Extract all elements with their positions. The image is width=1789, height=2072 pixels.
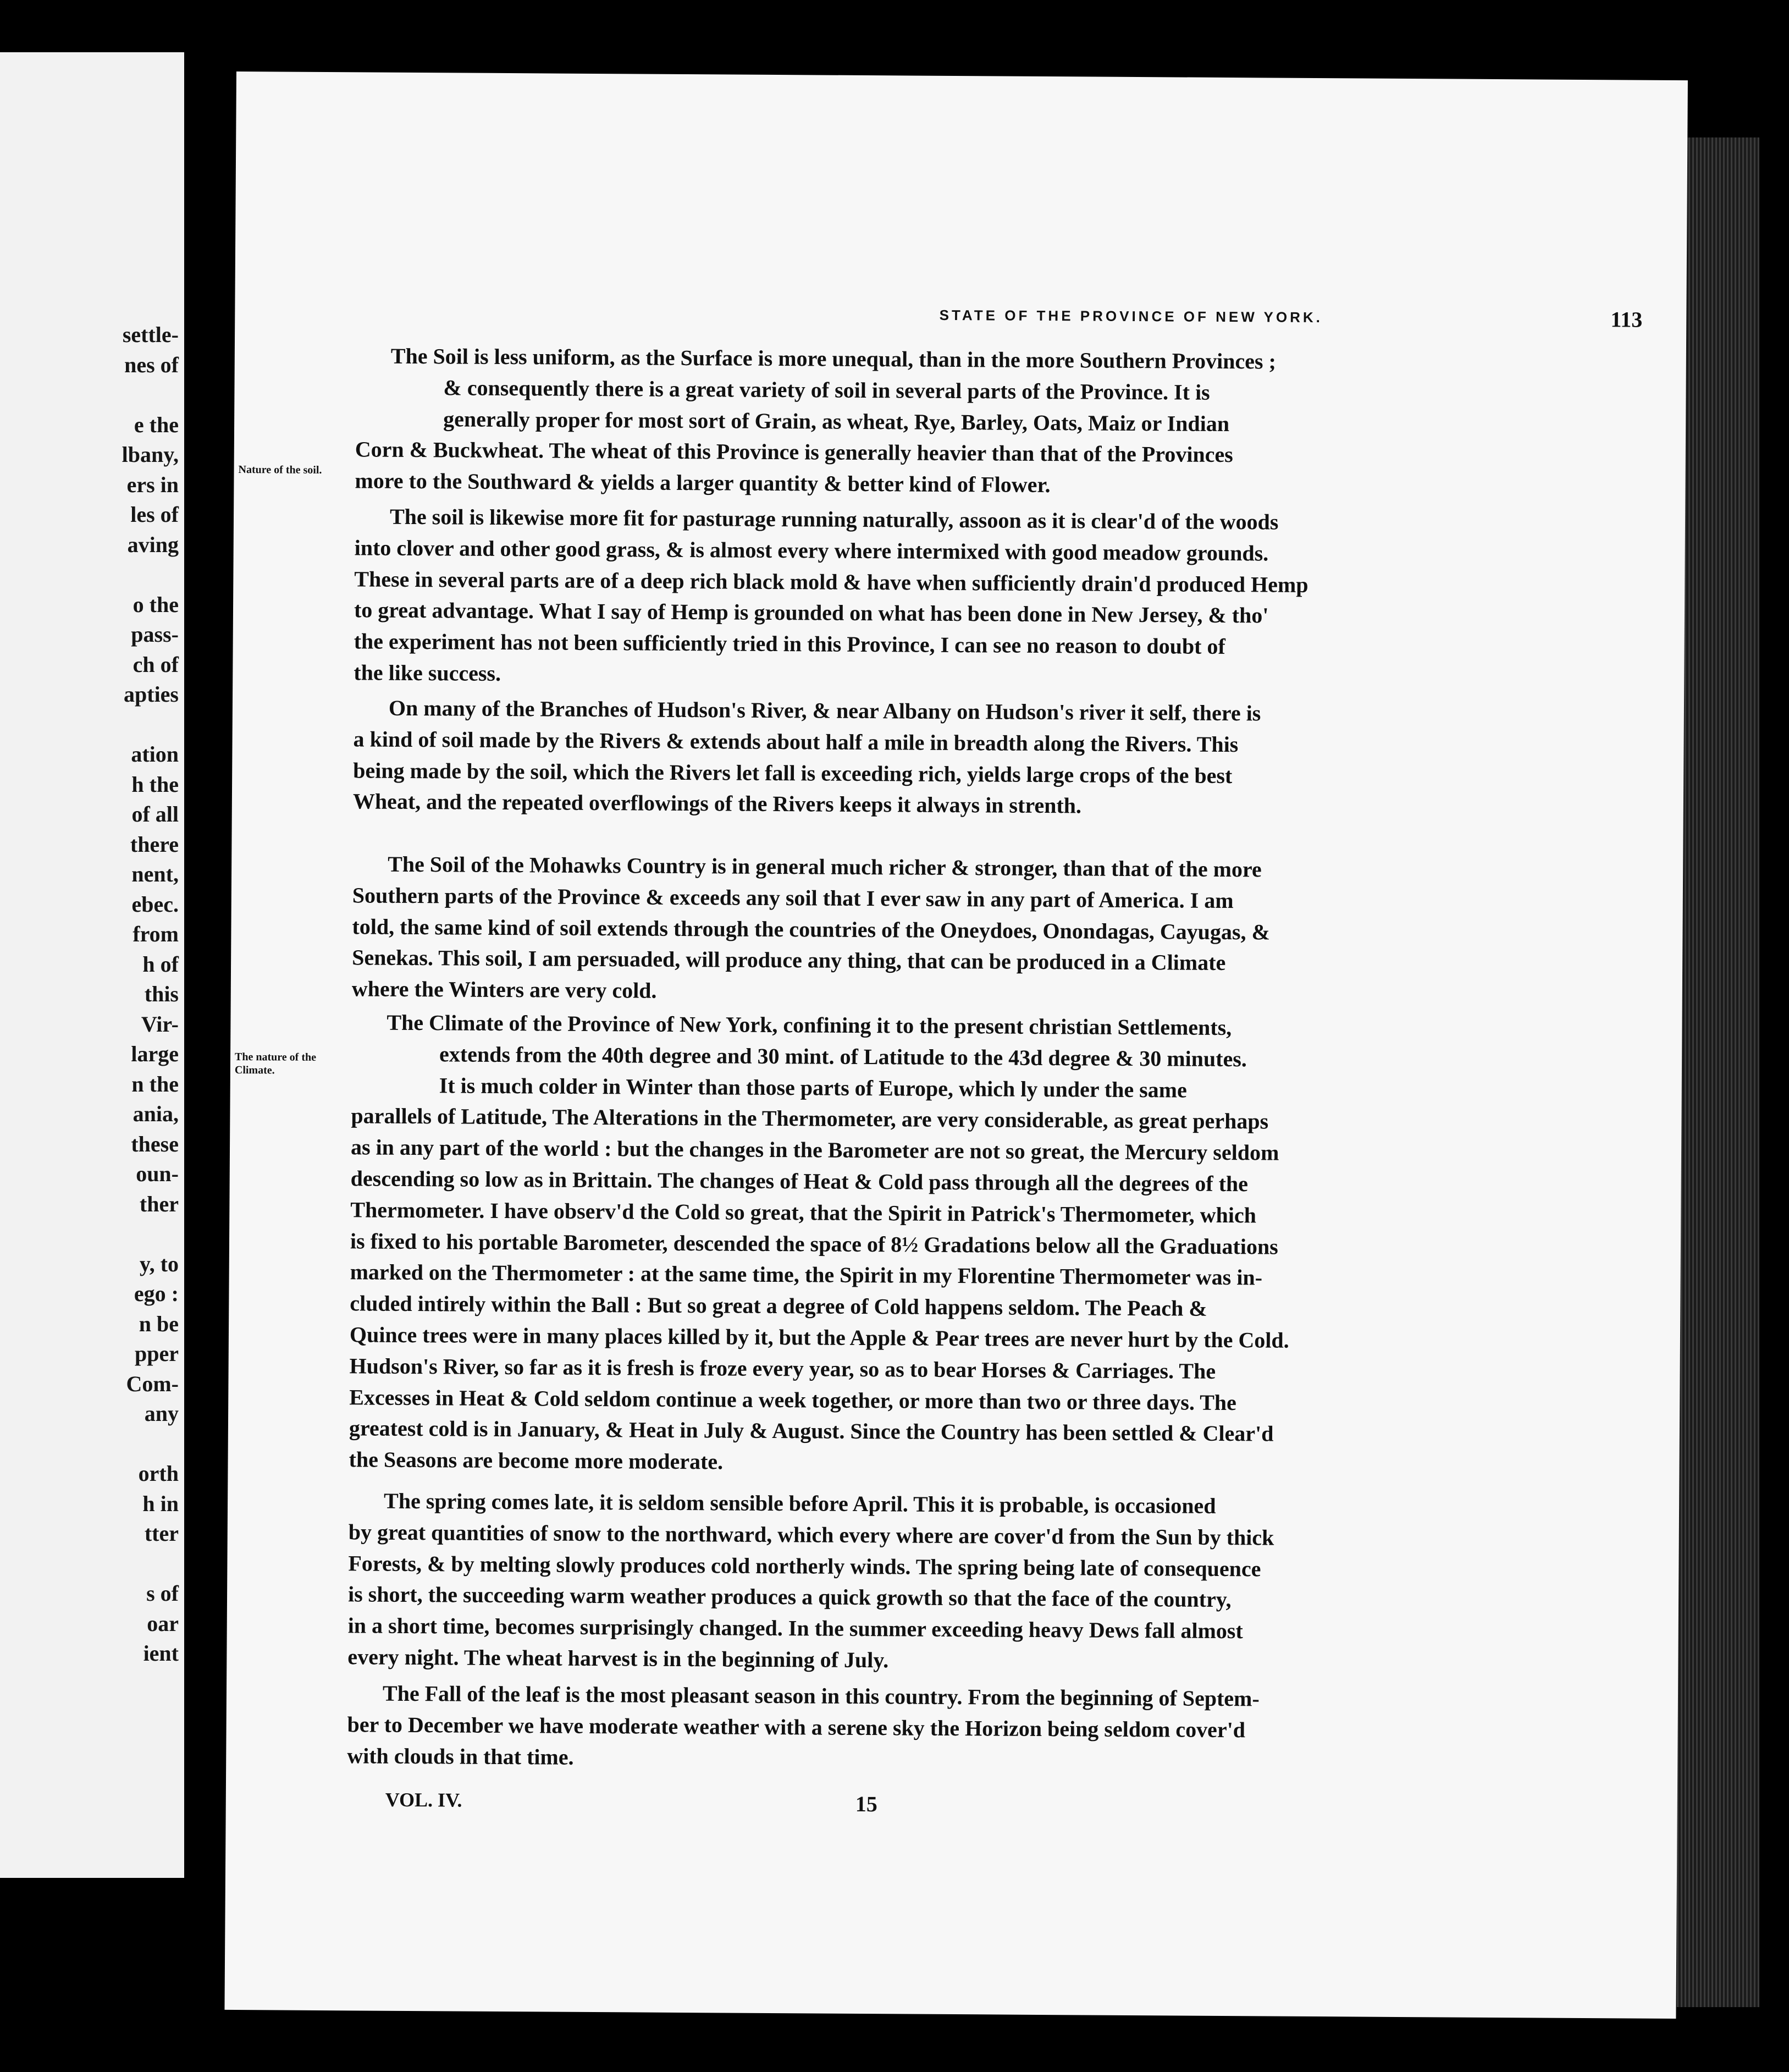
text-line: The soil is likewise more fit for pasturage running naturally, assoon as it is clear'd of the woods (389, 504, 1279, 534)
facing-page-line: nes of (124, 352, 179, 377)
text-line: parallels of Latitude, The Alterations in the Thermometer, are very considerable, as great perhaps (351, 1103, 1269, 1134)
text-line: It is much colder in Winter than those parts of Europe, which ly under the same (439, 1072, 1187, 1103)
facing-page-line: y, to (139, 1251, 179, 1276)
running-head: STATE OF THE PROVINCE OF NEW YORK. (939, 306, 1323, 326)
text-line: told, the same kind of soil extends through the countries of the Oneydoes, Onondagas, Cayugas, & (352, 913, 1271, 945)
text-line: is short, the succeeding warm weather produces a quick growth so that the face of the country, (347, 1581, 1232, 1612)
text-line: & consequently there is a great variety of soil in several parts of the Province. It is (443, 375, 1210, 405)
facing-page-line: from (132, 922, 179, 946)
facing-page-line: ania, (132, 1101, 179, 1126)
text-line: The Fall of the leaf is the most pleasant season in this country. From the beginning of Septem- (382, 1680, 1260, 1711)
margin-note-soil: Nature of the soil. (238, 464, 322, 476)
text-line: cluded intirely within the Ball : But so great a degree of Cold happens seldom. The Peach & (350, 1291, 1207, 1321)
text-line: Quince trees were in many places killed by it, but the Apple & Pear trees are never hurt by the Cold. (349, 1322, 1289, 1353)
text-line: extends from the 40th degree and 30 mint. of Latitude to the 43d degree & 30 minutes. (439, 1041, 1247, 1072)
facing-page (0, 52, 184, 1878)
text-line: Hudson's River, so far as it is fresh is froze every year, so as to bear Horses & Carriages. The (349, 1353, 1216, 1384)
facing-page-line: ch of (132, 652, 179, 677)
paragraph-rivers (353, 692, 1618, 825)
facing-page-line: this (144, 982, 179, 1006)
facing-page-line: h in (142, 1491, 179, 1516)
text-line: The Soil of the Mohawks Country is in general much richer & stronger, than that of the more (388, 851, 1262, 882)
paragraph-climate (349, 1007, 1616, 1483)
text-line: Southern parts of the Province & exceeds any soil that I ever saw in any part of America. I am (352, 883, 1234, 913)
text-line: by great quantities of snow to the northward, which every where are cover'd from the Sun by thick (348, 1519, 1274, 1550)
text-line: The spring comes late, it is seldom sensible before April. This it is probable, is occasioned (383, 1488, 1216, 1518)
facing-page-line: aving (127, 532, 179, 557)
facing-page-line: oar (147, 1611, 179, 1636)
page-edges (1677, 137, 1759, 2007)
facing-page-line: lbany, (122, 442, 179, 467)
facing-page-line: h the (131, 772, 179, 797)
text-line: Senekas. This soil, I am persuaded, will produce any thing, that can be produced in a Climate (352, 945, 1226, 976)
text-line: Thermometer. I have observ'd the Cold so great, that the Spirit in Patrick's Thermometer, which (350, 1197, 1257, 1228)
text-line: a kind of soil made by the Rivers & extends about half a mile in breadth along the Rivers. This (353, 726, 1239, 757)
text-line: Wheat, and the repeated overflowings of the Rivers keeps it always in strenth. (352, 789, 1082, 818)
paragraph-soil (355, 340, 1620, 504)
facing-page-line: nent, (131, 862, 179, 886)
facing-page-line: ego : (134, 1281, 179, 1306)
text-line: Excesses in Heat & Cold seldom continue a week together, or more than two or three days. The (349, 1384, 1237, 1415)
text-line: the like success. (354, 660, 501, 686)
facing-page-line: large (131, 1041, 179, 1066)
facing-page-line: ebec. (131, 891, 179, 917)
facing-page-line: there (130, 831, 179, 857)
facing-page-line: les of (130, 502, 179, 527)
facing-page-line: n be (139, 1311, 179, 1336)
text-line: Corn & Buckwheat. The wheat of this Province is generally heavier than that of the Provinces (355, 437, 1233, 467)
facing-page-line: pper (135, 1341, 179, 1366)
page-number: 113 (1610, 307, 1643, 332)
facing-page-line: e the (134, 412, 179, 437)
text-line: more to the Southward & yields a larger quantity & better kind of Flower. (355, 468, 1051, 498)
text-line: into clover and other good grass, & is almost every where intermixed with good meadow grounds. (354, 535, 1269, 566)
facing-page-line: apties (124, 682, 179, 707)
text-line: The Soil is less uniform, as the Surface is more unequal, than in the more Southern Provinces ; (390, 343, 1277, 374)
facing-page-line: s of (146, 1581, 179, 1606)
text-line: the experiment has not been sufficiently tried in this Province, I can see no reason to doubt of (354, 629, 1225, 659)
text-line: These in several parts are of a deep rich black mold & have when sufficiently drain'd produced Hemp (354, 566, 1308, 597)
paragraph-spring (347, 1485, 1613, 1680)
facing-page-line: any (144, 1401, 179, 1426)
facing-page-line: of all (131, 802, 179, 826)
text-line: descending so low as in Brittain. The changes of Heat & Cold pass through all the degrees of the (350, 1166, 1249, 1197)
facing-page-line: orth (138, 1461, 179, 1486)
facing-page-line: ers in (126, 472, 179, 497)
facing-page-line: Com- (126, 1371, 179, 1396)
book-page (224, 71, 1687, 2019)
text-line: the Seasons are become more moderate. (349, 1447, 724, 1474)
facing-page-line: ient (143, 1641, 179, 1666)
text-line: where the Winters are very cold. (351, 976, 657, 1003)
facing-page-line: tter (144, 1521, 179, 1546)
text-line: being made by the soil, which the Rivers let fall is exceeding rich, yields large crops of the best (353, 757, 1233, 788)
text-line: ber to December we have moderate weather with a serene sky the Horizon being seldom cover'd (347, 1712, 1246, 1743)
facing-page-line: o the (132, 592, 179, 617)
signature-mark: 15 (855, 1791, 877, 1817)
text-line: Forests, & by melting slowly produces cold northerly winds. The spring being late of consequence (348, 1550, 1261, 1581)
text-line: to great advantage. What I say of Hemp is grounded on what has been done in New Jersey, & tho' (354, 597, 1269, 628)
facing-page-line: these (131, 1131, 179, 1156)
text-line: every night. The wheat harvest is in the beginning of July. (347, 1644, 889, 1673)
paragraph-pasturage (354, 501, 1619, 696)
text-line: The Climate of the Province of New York, confining it to the present christian Settlements, (386, 1010, 1232, 1040)
paragraph-fall (347, 1678, 1612, 1779)
facing-page-line: ation (131, 742, 179, 767)
facing-page-line: Vir- (141, 1011, 179, 1037)
facing-page-line: h of (142, 951, 179, 977)
text-line: greatest cold is in January, & Heat in July & August. Since the Country has been settled & Clear'd (349, 1415, 1274, 1446)
text-line: generally proper for most sort of Grain, as wheat, Rye, Barley, Oats, Maiz or Indian (443, 406, 1230, 436)
facing-page-line: oun- (136, 1161, 179, 1186)
text-line: with clouds in that time. (347, 1743, 574, 1770)
margin-note-climate-2: Climate. (234, 1064, 275, 1077)
facing-page-line: ther (139, 1191, 179, 1216)
text-line: On many of the Branches of Hudson's River, & near Albany on Hudson's river it self, there is (388, 695, 1261, 726)
margin-note-climate-1: The nature of the (234, 1051, 317, 1063)
paragraph-mohawks (352, 848, 1617, 1012)
text-line: as in any part of the world : but the changes in the Barometer are not so great, the Mercury seldom (350, 1134, 1279, 1165)
text-line: marked on the Thermometer : at the same time, the Spirit in my Florentine Thermometer was in- (350, 1259, 1263, 1290)
facing-page-line: n the (131, 1071, 179, 1096)
facing-page-line: pass- (131, 622, 179, 647)
text-line: in a short time, becomes surprisingly changed. In the summer exceeding heavy Dews fall almost (347, 1613, 1243, 1644)
volume-label: VOL. IV. (385, 1788, 462, 1811)
text-line: is fixed to his portable Barometer, descended the space of 8½ Gradations below all the Graduations (350, 1228, 1278, 1259)
facing-page-line: settle- (122, 322, 179, 347)
